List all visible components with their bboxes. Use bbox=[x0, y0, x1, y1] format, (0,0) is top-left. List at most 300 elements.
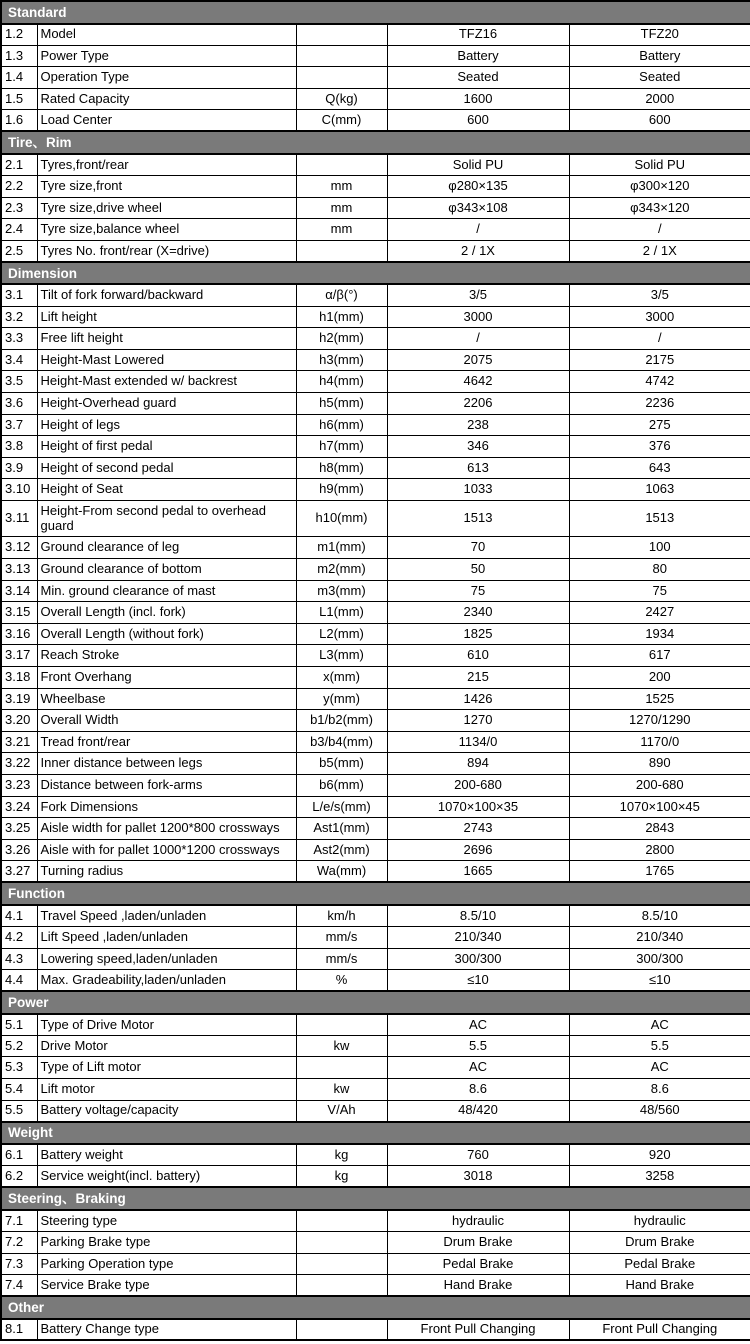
row-value-tfz16: / bbox=[387, 219, 569, 241]
row-value-tfz16: / bbox=[387, 328, 569, 350]
row-code: 6.2 bbox=[1, 1166, 37, 1188]
row-label: Parking Operation type bbox=[37, 1253, 296, 1275]
row-code: 7.4 bbox=[1, 1275, 37, 1297]
row-value-tfz16: AC bbox=[387, 1014, 569, 1036]
row-value-tfz20: Pedal Brake bbox=[569, 1253, 750, 1275]
row-label: Lowering speed,laden/unladen bbox=[37, 948, 296, 970]
row-value-tfz16: Hand Brake bbox=[387, 1275, 569, 1297]
row-label: Turning radius bbox=[37, 861, 296, 883]
row-value-tfz20: Hand Brake bbox=[569, 1275, 750, 1297]
row-label: Reach Stroke bbox=[37, 645, 296, 667]
row-value-tfz16: 1665 bbox=[387, 861, 569, 883]
row-unit: b1/b2(mm) bbox=[296, 710, 387, 732]
row-label: Service Brake type bbox=[37, 1275, 296, 1297]
row-label: Height of first pedal bbox=[37, 436, 296, 458]
row-label: Tyres No. front/rear (X=drive) bbox=[37, 240, 296, 262]
row-value-tfz20: TFZ20 bbox=[569, 24, 750, 46]
row-value-tfz16: Solid PU bbox=[387, 154, 569, 176]
row-label: Fork Dimensions bbox=[37, 796, 296, 818]
row-code: 3.1 bbox=[1, 284, 37, 306]
row-unit: b3/b4(mm) bbox=[296, 731, 387, 753]
row-value-tfz16: 2696 bbox=[387, 839, 569, 861]
row-unit: x(mm) bbox=[296, 666, 387, 688]
row-value-tfz20: 890 bbox=[569, 753, 750, 775]
row-value-tfz20: φ343×120 bbox=[569, 197, 750, 219]
row-label: Aisle width for pallet 1200*800 crossways bbox=[37, 818, 296, 840]
row-code: 3.11 bbox=[1, 500, 37, 537]
row-unit: mm/s bbox=[296, 926, 387, 948]
row-code: 1.5 bbox=[1, 88, 37, 110]
row-value-tfz20: AC bbox=[569, 1057, 750, 1079]
row-unit: mm/s bbox=[296, 948, 387, 970]
row-label: Aisle with for pallet 1000*1200 crossways bbox=[37, 839, 296, 861]
row-label: Overall Length (without fork) bbox=[37, 623, 296, 645]
spec-row-5.3 bbox=[1, 1057, 750, 1079]
row-code: 5.3 bbox=[1, 1057, 37, 1079]
row-value-tfz16: 1270 bbox=[387, 710, 569, 732]
row-label: Height-From second pedal to overhead guard bbox=[37, 500, 296, 537]
row-value-tfz16: 3018 bbox=[387, 1166, 569, 1188]
row-code: 3.8 bbox=[1, 436, 37, 458]
row-label: Service weight(incl. battery) bbox=[37, 1166, 296, 1188]
row-value-tfz16: 3/5 bbox=[387, 284, 569, 306]
row-value-tfz16: 1070×100×35 bbox=[387, 796, 569, 818]
row-code: 7.2 bbox=[1, 1232, 37, 1254]
row-value-tfz20: / bbox=[569, 219, 750, 241]
spec-row-3.1 bbox=[1, 284, 750, 306]
row-value-tfz16: 48/420 bbox=[387, 1100, 569, 1122]
row-unit: kg bbox=[296, 1144, 387, 1166]
row-value-tfz16: Battery bbox=[387, 45, 569, 67]
row-value-tfz20: 2175 bbox=[569, 349, 750, 371]
row-unit: L2(mm) bbox=[296, 623, 387, 645]
row-unit: y(mm) bbox=[296, 688, 387, 710]
spec-row-4.1 bbox=[1, 905, 750, 927]
spec-row-3.10 bbox=[1, 479, 750, 501]
row-value-tfz16: 346 bbox=[387, 436, 569, 458]
row-label: Tyre size,balance wheel bbox=[37, 219, 296, 241]
spec-row-1.4 bbox=[1, 67, 750, 89]
row-value-tfz20: 3258 bbox=[569, 1166, 750, 1188]
row-value-tfz16: 8.6 bbox=[387, 1079, 569, 1101]
row-value-tfz20: 1934 bbox=[569, 623, 750, 645]
row-unit bbox=[296, 154, 387, 176]
row-label: Min. ground clearance of mast bbox=[37, 580, 296, 602]
spec-row-7.2 bbox=[1, 1232, 750, 1254]
spec-row-3.25 bbox=[1, 818, 750, 840]
row-value-tfz20: 1170/0 bbox=[569, 731, 750, 753]
spec-row-7.1 bbox=[1, 1210, 750, 1232]
section-row-other bbox=[1, 1296, 750, 1319]
row-unit bbox=[296, 67, 387, 89]
row-unit: h9(mm) bbox=[296, 479, 387, 501]
row-unit: h3(mm) bbox=[296, 349, 387, 371]
row-label: Height of Seat bbox=[37, 479, 296, 501]
row-unit: L3(mm) bbox=[296, 645, 387, 667]
row-unit bbox=[296, 1232, 387, 1254]
row-value-tfz20: 617 bbox=[569, 645, 750, 667]
row-code: 3.21 bbox=[1, 731, 37, 753]
row-code: 3.9 bbox=[1, 457, 37, 479]
row-value-tfz16: 300/300 bbox=[387, 948, 569, 970]
row-code: 1.4 bbox=[1, 67, 37, 89]
row-value-tfz20: 1270/1290 bbox=[569, 710, 750, 732]
row-code: 5.1 bbox=[1, 1014, 37, 1036]
spec-row-3.11 bbox=[1, 500, 750, 537]
row-value-tfz20: 100 bbox=[569, 537, 750, 559]
row-value-tfz16: φ343×108 bbox=[387, 197, 569, 219]
row-value-tfz20: 2 / 1X bbox=[569, 240, 750, 262]
spec-row-7.3 bbox=[1, 1253, 750, 1275]
row-value-tfz16: Seated bbox=[387, 67, 569, 89]
row-unit: Ast1(mm) bbox=[296, 818, 387, 840]
row-value-tfz20: Solid PU bbox=[569, 154, 750, 176]
row-unit: α/β(°) bbox=[296, 284, 387, 306]
row-label: Operation Type bbox=[37, 67, 296, 89]
row-value-tfz16: Front Pull Changing bbox=[387, 1319, 569, 1341]
row-value-tfz16: 8.5/10 bbox=[387, 905, 569, 927]
row-label: Tyre size,drive wheel bbox=[37, 197, 296, 219]
row-code: 2.3 bbox=[1, 197, 37, 219]
row-value-tfz20: 2236 bbox=[569, 392, 750, 414]
row-label: Tilt of fork forward/backward bbox=[37, 284, 296, 306]
row-label: Power Type bbox=[37, 45, 296, 67]
row-unit bbox=[296, 1014, 387, 1036]
spec-row-6.2 bbox=[1, 1166, 750, 1188]
spec-row-2.2 bbox=[1, 176, 750, 198]
row-label: Front Overhang bbox=[37, 666, 296, 688]
row-value-tfz20: ≤10 bbox=[569, 970, 750, 992]
row-value-tfz16: 894 bbox=[387, 753, 569, 775]
row-label: Drive Motor bbox=[37, 1035, 296, 1057]
row-code: 3.17 bbox=[1, 645, 37, 667]
spec-row-3.4 bbox=[1, 349, 750, 371]
row-label: Load Center bbox=[37, 110, 296, 132]
row-value-tfz20: 75 bbox=[569, 580, 750, 602]
row-code: 6.1 bbox=[1, 1144, 37, 1166]
row-code: 5.5 bbox=[1, 1100, 37, 1122]
row-label: Rated Capacity bbox=[37, 88, 296, 110]
row-code: 2.1 bbox=[1, 154, 37, 176]
row-value-tfz20: 275 bbox=[569, 414, 750, 436]
row-value-tfz16: 2 / 1X bbox=[387, 240, 569, 262]
row-value-tfz16: 1134/0 bbox=[387, 731, 569, 753]
section-title: Tire、Rim bbox=[1, 131, 750, 154]
row-value-tfz20: 80 bbox=[569, 558, 750, 580]
row-unit bbox=[296, 1253, 387, 1275]
spec-row-2.3 bbox=[1, 197, 750, 219]
spec-row-1.6 bbox=[1, 110, 750, 132]
row-value-tfz20: 3/5 bbox=[569, 284, 750, 306]
spec-row-3.5 bbox=[1, 371, 750, 393]
row-label: Tyres,front/rear bbox=[37, 154, 296, 176]
row-unit: h7(mm) bbox=[296, 436, 387, 458]
row-unit: Q(kg) bbox=[296, 88, 387, 110]
section-row-function bbox=[1, 882, 750, 905]
spec-row-3.15 bbox=[1, 602, 750, 624]
row-label: Parking Brake type bbox=[37, 1232, 296, 1254]
row-unit: b5(mm) bbox=[296, 753, 387, 775]
spec-row-1.3 bbox=[1, 45, 750, 67]
spec-row-5.1 bbox=[1, 1014, 750, 1036]
spec-row-2.1 bbox=[1, 154, 750, 176]
row-code: 1.3 bbox=[1, 45, 37, 67]
row-value-tfz16: 4642 bbox=[387, 371, 569, 393]
row-unit: h6(mm) bbox=[296, 414, 387, 436]
row-value-tfz20: 643 bbox=[569, 457, 750, 479]
spec-row-3.12 bbox=[1, 537, 750, 559]
spec-row-3.2 bbox=[1, 306, 750, 328]
row-value-tfz20: 2843 bbox=[569, 818, 750, 840]
spec-row-1.2 bbox=[1, 24, 750, 46]
section-title: Standard bbox=[1, 1, 750, 24]
row-value-tfz20: 5.5 bbox=[569, 1035, 750, 1057]
row-value-tfz16: Drum Brake bbox=[387, 1232, 569, 1254]
row-value-tfz16: hydraulic bbox=[387, 1210, 569, 1232]
row-value-tfz20: 920 bbox=[569, 1144, 750, 1166]
row-value-tfz16: 70 bbox=[387, 537, 569, 559]
row-code: 3.19 bbox=[1, 688, 37, 710]
row-unit: h1(mm) bbox=[296, 306, 387, 328]
row-unit: mm bbox=[296, 197, 387, 219]
row-code: 3.23 bbox=[1, 774, 37, 796]
row-unit bbox=[296, 1275, 387, 1297]
spec-row-3.7 bbox=[1, 414, 750, 436]
row-unit bbox=[296, 45, 387, 67]
row-code: 3.2 bbox=[1, 306, 37, 328]
row-code: 4.2 bbox=[1, 926, 37, 948]
row-value-tfz20: 600 bbox=[569, 110, 750, 132]
row-unit: h10(mm) bbox=[296, 500, 387, 537]
row-label: Model bbox=[37, 24, 296, 46]
row-unit: Ast2(mm) bbox=[296, 839, 387, 861]
row-value-tfz16: 1513 bbox=[387, 500, 569, 537]
row-value-tfz16: 760 bbox=[387, 1144, 569, 1166]
row-value-tfz20: Drum Brake bbox=[569, 1232, 750, 1254]
row-code: 5.4 bbox=[1, 1079, 37, 1101]
row-value-tfz20: Battery bbox=[569, 45, 750, 67]
row-unit: % bbox=[296, 970, 387, 992]
spec-row-2.4 bbox=[1, 219, 750, 241]
row-value-tfz20: 300/300 bbox=[569, 948, 750, 970]
row-label: Height-Overhead guard bbox=[37, 392, 296, 414]
row-value-tfz20: Seated bbox=[569, 67, 750, 89]
row-code: 4.4 bbox=[1, 970, 37, 992]
row-code: 3.25 bbox=[1, 818, 37, 840]
spec-row-4.2 bbox=[1, 926, 750, 948]
row-unit: km/h bbox=[296, 905, 387, 927]
spec-row-3.17 bbox=[1, 645, 750, 667]
row-value-tfz20: φ300×120 bbox=[569, 176, 750, 198]
row-value-tfz16: AC bbox=[387, 1057, 569, 1079]
row-code: 3.27 bbox=[1, 861, 37, 883]
row-value-tfz20: 200-680 bbox=[569, 774, 750, 796]
row-value-tfz20: AC bbox=[569, 1014, 750, 1036]
row-label: Tread front/rear bbox=[37, 731, 296, 753]
row-value-tfz16: 613 bbox=[387, 457, 569, 479]
section-title: Dimension bbox=[1, 262, 750, 285]
row-value-tfz16: 1426 bbox=[387, 688, 569, 710]
spec-row-3.24 bbox=[1, 796, 750, 818]
section-row-steering-braking bbox=[1, 1187, 750, 1210]
row-value-tfz20: 210/340 bbox=[569, 926, 750, 948]
row-label: Wheelbase bbox=[37, 688, 296, 710]
row-unit: kw bbox=[296, 1079, 387, 1101]
spec-table-body bbox=[1, 1, 750, 1340]
row-unit: Wa(mm) bbox=[296, 861, 387, 883]
row-label: Battery voltage/capacity bbox=[37, 1100, 296, 1122]
row-unit: mm bbox=[296, 176, 387, 198]
row-unit: m1(mm) bbox=[296, 537, 387, 559]
spec-row-3.23 bbox=[1, 774, 750, 796]
row-code: 3.6 bbox=[1, 392, 37, 414]
row-value-tfz16: 50 bbox=[387, 558, 569, 580]
row-value-tfz20: / bbox=[569, 328, 750, 350]
row-value-tfz16: 238 bbox=[387, 414, 569, 436]
row-label: Travel Speed ,laden/unladen bbox=[37, 905, 296, 927]
spec-row-8.1 bbox=[1, 1319, 750, 1341]
spec-row-3.6 bbox=[1, 392, 750, 414]
row-value-tfz20: Front Pull Changing bbox=[569, 1319, 750, 1341]
row-code: 2.5 bbox=[1, 240, 37, 262]
row-label: Inner distance between legs bbox=[37, 753, 296, 775]
row-unit: m2(mm) bbox=[296, 558, 387, 580]
row-value-tfz20: 2427 bbox=[569, 602, 750, 624]
row-code: 3.24 bbox=[1, 796, 37, 818]
spec-row-3.14 bbox=[1, 580, 750, 602]
row-code: 3.5 bbox=[1, 371, 37, 393]
row-value-tfz20: 1765 bbox=[569, 861, 750, 883]
row-code: 4.1 bbox=[1, 905, 37, 927]
spec-row-3.9 bbox=[1, 457, 750, 479]
row-value-tfz20: 2000 bbox=[569, 88, 750, 110]
row-code: 3.26 bbox=[1, 839, 37, 861]
row-label: Free lift height bbox=[37, 328, 296, 350]
row-value-tfz16: 1825 bbox=[387, 623, 569, 645]
spec-row-1.5 bbox=[1, 88, 750, 110]
section-title: Weight bbox=[1, 1122, 750, 1145]
row-code: 7.1 bbox=[1, 1210, 37, 1232]
row-code: 8.1 bbox=[1, 1319, 37, 1341]
spec-row-3.18 bbox=[1, 666, 750, 688]
row-unit: h2(mm) bbox=[296, 328, 387, 350]
row-code: 3.10 bbox=[1, 479, 37, 501]
row-value-tfz16: Pedal Brake bbox=[387, 1253, 569, 1275]
row-value-tfz16: 2075 bbox=[387, 349, 569, 371]
row-unit bbox=[296, 240, 387, 262]
row-label: Ground clearance of bottom bbox=[37, 558, 296, 580]
row-label: Battery weight bbox=[37, 1144, 296, 1166]
row-value-tfz20: 8.6 bbox=[569, 1079, 750, 1101]
row-value-tfz20: 1070×100×45 bbox=[569, 796, 750, 818]
spec-row-7.4 bbox=[1, 1275, 750, 1297]
row-label: Tyre size,front bbox=[37, 176, 296, 198]
row-unit bbox=[296, 1210, 387, 1232]
row-label: Type of Drive Motor bbox=[37, 1014, 296, 1036]
row-label: Type of Lift motor bbox=[37, 1057, 296, 1079]
spec-row-5.4 bbox=[1, 1079, 750, 1101]
spec-row-4.4 bbox=[1, 970, 750, 992]
row-code: 3.3 bbox=[1, 328, 37, 350]
row-label: Lift motor bbox=[37, 1079, 296, 1101]
row-value-tfz16: 2340 bbox=[387, 602, 569, 624]
section-title: Function bbox=[1, 882, 750, 905]
row-unit: L/e/s(mm) bbox=[296, 796, 387, 818]
row-code: 3.14 bbox=[1, 580, 37, 602]
row-value-tfz16: TFZ16 bbox=[387, 24, 569, 46]
row-value-tfz16: 1600 bbox=[387, 88, 569, 110]
row-code: 3.12 bbox=[1, 537, 37, 559]
row-unit: kw bbox=[296, 1035, 387, 1057]
row-value-tfz16: 2743 bbox=[387, 818, 569, 840]
row-code: 1.6 bbox=[1, 110, 37, 132]
row-unit: L1(mm) bbox=[296, 602, 387, 624]
row-value-tfz20: 1513 bbox=[569, 500, 750, 537]
section-title: Steering、Braking bbox=[1, 1187, 750, 1210]
section-row-dimension bbox=[1, 262, 750, 285]
row-value-tfz20: 200 bbox=[569, 666, 750, 688]
row-value-tfz16: 2206 bbox=[387, 392, 569, 414]
section-row-weight bbox=[1, 1122, 750, 1145]
row-code: 2.2 bbox=[1, 176, 37, 198]
row-code: 3.15 bbox=[1, 602, 37, 624]
row-label: Steering type bbox=[37, 1210, 296, 1232]
spec-row-3.19 bbox=[1, 688, 750, 710]
row-code: 3.7 bbox=[1, 414, 37, 436]
row-value-tfz16: 210/340 bbox=[387, 926, 569, 948]
spec-row-3.3 bbox=[1, 328, 750, 350]
row-unit: C(mm) bbox=[296, 110, 387, 132]
row-unit bbox=[296, 1319, 387, 1341]
spec-row-3.26 bbox=[1, 839, 750, 861]
row-label: Lift Speed ,laden/unladen bbox=[37, 926, 296, 948]
row-unit: V/Ah bbox=[296, 1100, 387, 1122]
row-code: 3.4 bbox=[1, 349, 37, 371]
row-value-tfz16: 600 bbox=[387, 110, 569, 132]
row-unit: kg bbox=[296, 1166, 387, 1188]
row-value-tfz16: 75 bbox=[387, 580, 569, 602]
row-unit: b6(mm) bbox=[296, 774, 387, 796]
row-value-tfz16: φ280×135 bbox=[387, 176, 569, 198]
section-title: Other bbox=[1, 1296, 750, 1319]
row-code: 5.2 bbox=[1, 1035, 37, 1057]
row-unit: h5(mm) bbox=[296, 392, 387, 414]
row-label: Lift height bbox=[37, 306, 296, 328]
row-unit bbox=[296, 1057, 387, 1079]
row-code: 3.22 bbox=[1, 753, 37, 775]
row-unit: m3(mm) bbox=[296, 580, 387, 602]
spec-row-4.3 bbox=[1, 948, 750, 970]
section-row-power bbox=[1, 991, 750, 1014]
row-value-tfz16: 610 bbox=[387, 645, 569, 667]
row-label: Max. Gradeability,laden/unladen bbox=[37, 970, 296, 992]
row-unit: h4(mm) bbox=[296, 371, 387, 393]
row-label: Height of legs bbox=[37, 414, 296, 436]
row-label: Battery Change type bbox=[37, 1319, 296, 1341]
row-value-tfz16: 215 bbox=[387, 666, 569, 688]
row-label: Height of second pedal bbox=[37, 457, 296, 479]
row-label: Overall Width bbox=[37, 710, 296, 732]
row-code: 2.4 bbox=[1, 219, 37, 241]
row-value-tfz20: 3000 bbox=[569, 306, 750, 328]
row-label: Height-Mast Lowered bbox=[37, 349, 296, 371]
spec-row-3.13 bbox=[1, 558, 750, 580]
spec-row-5.5 bbox=[1, 1100, 750, 1122]
row-value-tfz20: hydraulic bbox=[569, 1210, 750, 1232]
row-value-tfz20: 1525 bbox=[569, 688, 750, 710]
row-code: 3.18 bbox=[1, 666, 37, 688]
spec-row-6.1 bbox=[1, 1144, 750, 1166]
